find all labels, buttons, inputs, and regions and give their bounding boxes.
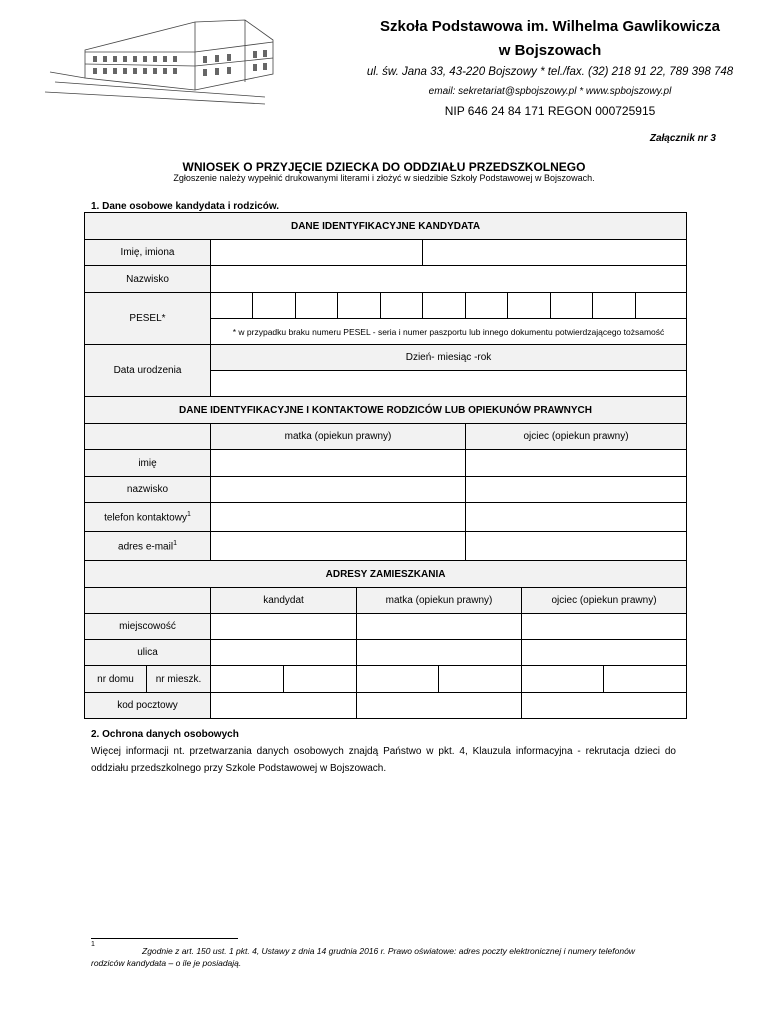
candidate-first-name-field[interactable] [211,240,423,266]
pesel-label: PESEL* [85,293,211,345]
document-title: WNIOSEK O PRZYJĘCIE DZIECKA DO ODDZIAŁU PRZEDSZKOLNEGO [182,160,586,174]
candidate-house-number-field[interactable] [211,666,284,693]
mother-email-field[interactable] [211,532,466,561]
street-label: ulica [85,640,211,666]
mother-phone-field[interactable] [211,503,466,532]
parent-phone-text: telefon kontaktowy [104,512,187,524]
pesel-digit-box[interactable] [508,293,551,319]
pesel-note: * w przypadku braku numeru PESEL - seria i numer paszportu lub innego dokumentu potwierdzającego tożsamość [211,319,687,345]
mother-column-header: matka (opiekun prawny) [211,424,466,450]
school-nip-regon: NIP 646 24 84 171 REGON 000725915 [444,104,656,118]
pesel-digit-box[interactable] [253,293,296,319]
parent-email-text: adres e-mail [118,541,174,553]
footnote-number: 1 [91,941,95,948]
mother-city-field[interactable] [357,614,522,640]
addresses-section-header: ADRESY ZAMIESZKANIA [85,561,687,588]
father-postal-code-field[interactable] [522,693,687,719]
candidate-flat-number-field[interactable] [284,666,357,693]
pesel-digit-box[interactable] [211,293,253,319]
father-flat-number-field[interactable] [604,666,687,693]
birth-date-label: Data urodzenia [85,345,211,397]
father-last-name-field[interactable] [466,477,687,503]
parent-email-label [85,532,211,561]
pesel-digit-box[interactable] [338,293,381,319]
mother-street-field[interactable] [357,640,522,666]
candidate-street-field[interactable] [211,640,357,666]
candidate-section-header: DANE IDENTYFIKACYJNE KANDYDATA [85,213,687,240]
first-name-label: Imię, imiona [85,240,211,266]
father-address-column-header: ojciec (opiekun prawny) [522,588,687,614]
pesel-digit-box[interactable] [593,293,636,319]
mother-first-name-field[interactable] [211,450,466,477]
addresses-table [84,560,687,719]
data-protection-text: Więcej informacji nt. przetwarzania danych osobowych znajdą Państwo w pkt. 4, Klauzula informacyjna - rekrutacja dzieci do oddziału przedszkolnego przy Szkole Podstawowej w Bojszowach. [91,746,676,774]
last-name-label: Nazwisko [85,266,211,293]
candidate-column-header: kandydat [211,588,357,614]
section-2-heading: 2. Ochrona danych osobowych [91,729,239,740]
mother-house-number-field[interactable] [357,666,439,693]
mother-flat-number-field[interactable] [439,666,522,693]
pesel-digit-box[interactable] [551,293,593,319]
father-column-header: ojciec (opiekun prawny) [466,424,687,450]
parent-phone-label [85,503,211,532]
footnote-ref: 1 [173,539,177,547]
school-email-web: email: sekretariat@spbojszowy.pl * www.spbojszowy.pl [428,86,672,97]
footnote-text: Zgodnie z art. 150 ust. 1 pkt. 4, Ustawy z dnia 14 grudnia 2016 r. Prawo oświatowe: adres poczty elektronicznej i numery telefonów [142,946,635,956]
candidate-parents-table [84,212,687,561]
father-phone-field[interactable] [466,503,687,532]
school-address: ul. św. Jana 33, 43-220 Bojszowy * tel./fax. (32) 218 91 22, 789 398 748 [366,66,734,78]
pesel-digit-box[interactable] [381,293,423,319]
school-building-logo [45,12,280,112]
house-number-label: nr domu [85,666,147,693]
father-street-field[interactable] [522,640,687,666]
mother-last-name-field[interactable] [211,477,466,503]
candidate-postal-code-field[interactable] [211,693,357,719]
document-subtitle: Zgłoszenie należy wypełnić drukowanymi literami i złożyć w siedzibie Szkoły Podstawowej w Bojszowach. [173,173,595,183]
pesel-digit-box[interactable] [636,293,687,319]
candidate-city-field[interactable] [211,614,357,640]
city-label: miejscowość [85,614,211,640]
father-house-number-field[interactable] [522,666,604,693]
pesel-digit-box[interactable] [423,293,466,319]
candidate-second-name-field[interactable] [423,240,687,266]
parents-blank-corner [85,424,211,450]
section-1-heading: 1. Dane osobowe kandydata i rodziców. [91,201,280,212]
footnote-ref: 1 [186,510,191,518]
father-first-name-field[interactable] [466,450,687,477]
father-city-field[interactable] [522,614,687,640]
birth-date-field[interactable] [211,371,687,397]
school-city: w Bojszowach [498,42,602,59]
parent-first-name-label: imię [85,450,211,477]
attachment-label: Załącznik nr 3 [649,133,716,144]
parent-last-name-label: nazwisko [85,477,211,503]
mother-address-column-header: matka (opiekun prawny) [357,588,522,614]
birth-date-format: Dzień- miesiąc -rok [211,345,687,371]
addresses-blank-corner [85,588,211,614]
flat-number-label: nr mieszk. [147,666,211,693]
footnote-text-continued: rodziców kandydata – o ile je posiadają. [91,958,242,968]
postal-code-label: kod pocztowy [85,693,211,719]
candidate-last-name-field[interactable] [211,266,687,293]
pesel-digit-box[interactable] [466,293,508,319]
mother-postal-code-field[interactable] [357,693,522,719]
father-email-field[interactable] [466,532,687,561]
school-name: Szkoła Podstawowa im. Wilhelma Gawlikowicza [380,18,720,35]
pesel-digit-box[interactable] [296,293,338,319]
parents-section-header: DANE IDENTYFIKACYJNE I KONTAKTOWE RODZICÓW LUB OPIEKUNÓW PRAWNYCH [85,397,687,424]
footnote-separator [91,938,238,939]
